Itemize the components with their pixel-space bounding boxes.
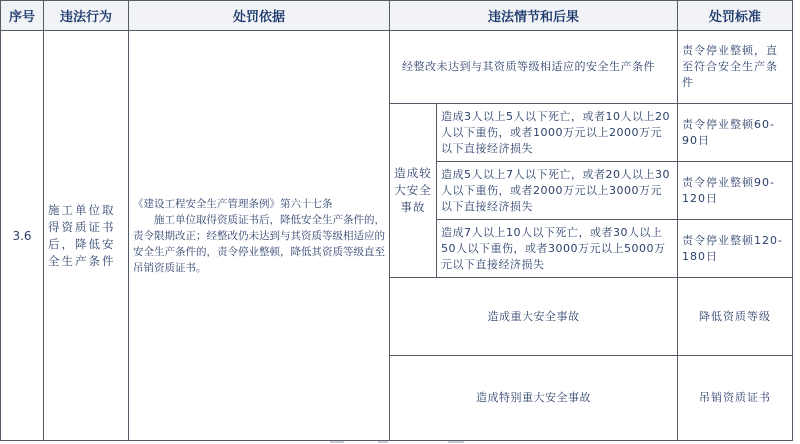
circumstance-cell: 经整改未达到与其资质等级相适应的安全生产条件 [390, 31, 678, 104]
circumstance-cell: 造成3人以上5人以下死亡，或者10人以上20人以下重伤，或者1000万元以上2000万元以下直接经济损失 [437, 104, 678, 162]
header-standard: 处罚标准 [678, 1, 793, 31]
header-seq: 序号 [1, 1, 44, 31]
standard-cell: 吊销资质证书 [678, 356, 793, 441]
standard-cell: 责令停业整顿120-180日 [678, 220, 793, 278]
page-edge-mark [330, 440, 470, 444]
row-basis [129, 31, 390, 441]
header-row [1, 1, 793, 31]
circumstance-cell: 造成5人以上7人以下死亡，或者20人以上30人以下重伤，或者2000万元以上3000万元以下直接经济损失 [437, 162, 678, 220]
circumstance-cell: 造成7人以上10人以下死亡，或者30人以上50人以下重伤，或者3000万元以上5000万元以下直接经济损失 [437, 220, 678, 278]
header-violation: 违法行为 [44, 1, 129, 31]
circumstance-cell: 造成特别重大安全事故 [390, 356, 678, 441]
standard-cell: 责令停业整顿60-90日 [678, 104, 793, 162]
group-label: 造成较大安全事故 [390, 104, 437, 278]
header-basis: 处罚依据 [129, 1, 390, 31]
table-row [1, 31, 793, 104]
circumstance-cell: 造成重大安全事故 [390, 278, 678, 356]
row-seq: 3.6 [1, 31, 44, 441]
header-circumstances: 违法情节和后果 [390, 1, 678, 31]
standard-cell: 降低资质等级 [678, 278, 793, 356]
standard-cell: 责令停业整顿，直至符合安全生产条件 [678, 31, 793, 104]
standard-cell: 责令停业整顿90-120日 [678, 162, 793, 220]
basis-body: 施工单位取得资质证书后，降低安全生产条件的，责令限期改正；经整改仍未达到与其资质等级相适应的安全生产条件的，责令停业整顿，降低其资质等级直至吊销资质证书。 [133, 213, 385, 274]
basis-title: 《建设工程安全生产管理条例》第六十七条 [133, 197, 333, 210]
row-violation: 施工单位取得资质证书后，降低安全生产条件 [44, 31, 129, 441]
